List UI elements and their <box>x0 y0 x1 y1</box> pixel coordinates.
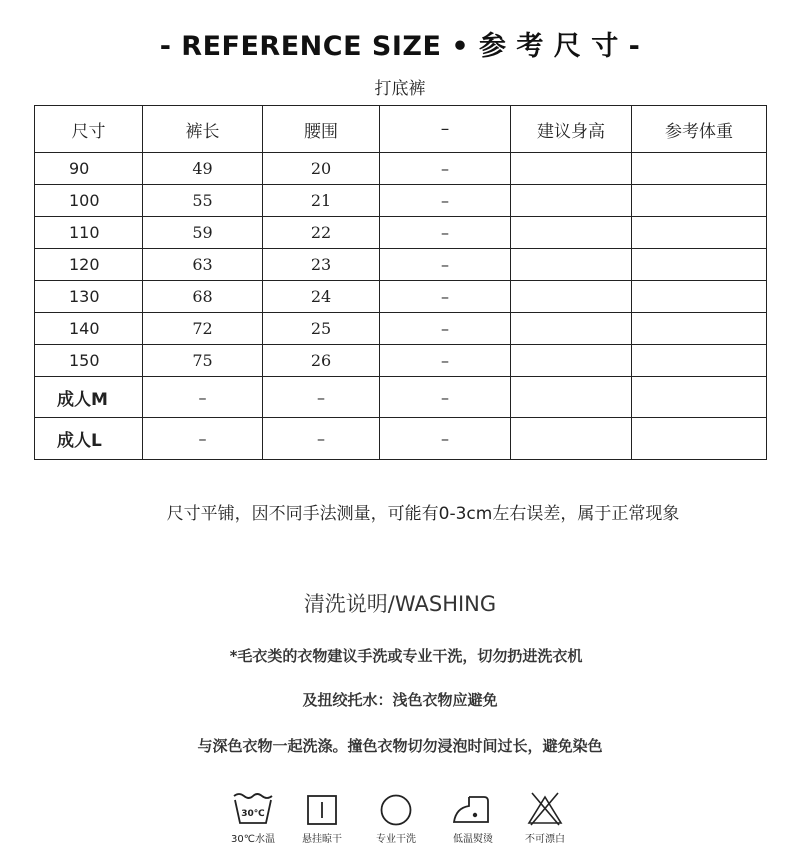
cell-blank: – <box>380 344 511 376</box>
cell-blank: – <box>380 418 511 460</box>
wash-temp-text: 30℃ <box>241 809 265 819</box>
size-table <box>34 105 767 460</box>
cell-height <box>511 280 632 312</box>
cell-length: 68 <box>143 280 263 312</box>
cell-length: 75 <box>143 344 263 376</box>
care-item-bleach <box>505 792 585 845</box>
table-subtitle: 打底裤 <box>374 79 426 99</box>
table-row <box>35 248 767 280</box>
care-item-dryclean <box>356 792 436 845</box>
care-label-hang: 悬挂晾干 <box>302 834 342 845</box>
cell-length: – <box>143 376 263 418</box>
dry-clean-icon <box>374 792 418 826</box>
care-label-iron: 低温熨烫 <box>453 834 493 845</box>
cell-weight <box>632 344 767 376</box>
wash-30-icon <box>231 792 275 826</box>
cell-height <box>511 344 632 376</box>
cell-weight <box>632 216 767 248</box>
cell-size: 110 <box>35 216 143 248</box>
cell-length: 49 <box>143 153 263 185</box>
cell-height <box>511 248 632 280</box>
care-item-iron <box>433 792 513 845</box>
table-row <box>35 184 767 216</box>
cell-weight <box>632 312 767 344</box>
table-row <box>35 344 767 376</box>
cell-size: 100 <box>35 184 143 216</box>
cell-height <box>511 184 632 216</box>
care-label-dryclean: 专业干洗 <box>376 834 416 845</box>
header-weight: 参考体重 <box>632 106 767 153</box>
washing-line-3: 与深色衣物一起洗涤。撞色衣物切勿浸泡时间过长，避免染色 <box>197 737 603 755</box>
cell-waist: 22 <box>263 216 380 248</box>
cell-waist: 21 <box>263 184 380 216</box>
cell-waist: 20 <box>263 153 380 185</box>
cell-weight <box>632 376 767 418</box>
header-waist: 腰围 <box>263 106 380 153</box>
cell-length: 63 <box>143 248 263 280</box>
cell-weight <box>632 248 767 280</box>
cell-weight <box>632 153 767 185</box>
cell-weight <box>632 280 767 312</box>
cell-size: 120 <box>35 248 143 280</box>
cell-height <box>511 153 632 185</box>
cell-blank: – <box>380 376 511 418</box>
no-bleach-icon <box>523 792 567 826</box>
cell-waist: – <box>263 376 380 418</box>
cell-size: 140 <box>35 312 143 344</box>
cell-height <box>511 312 632 344</box>
table-row <box>35 280 767 312</box>
washing-title: 清洗说明/WASHING <box>303 592 497 616</box>
cell-length: 59 <box>143 216 263 248</box>
cell-waist: 24 <box>263 280 380 312</box>
header-height: 建议身高 <box>511 106 632 153</box>
care-label-bleach: 不可漂白 <box>525 834 565 845</box>
page-title: - REFERENCE SIZE • 参 考 尺 寸 - <box>159 31 641 62</box>
table-row <box>35 216 767 248</box>
cell-waist: 25 <box>263 312 380 344</box>
washing-line-2: 及扭绞托水：浅色衣物应避免 <box>302 691 498 709</box>
table-row <box>35 153 767 185</box>
low-iron-icon <box>451 792 495 826</box>
cell-height <box>511 418 632 460</box>
cell-waist: – <box>263 418 380 460</box>
washing-line-1: *毛衣类的衣物建议手洗或专业干洗，切勿扔进洗衣机 <box>229 647 583 665</box>
table-row <box>35 418 767 460</box>
table-header-row <box>35 106 767 153</box>
cell-size: 130 <box>35 280 143 312</box>
header-length: 裤长 <box>143 106 263 153</box>
cell-waist: 23 <box>263 248 380 280</box>
header-size: 尺寸 <box>35 106 143 153</box>
table-row <box>35 376 767 418</box>
cell-waist: 26 <box>263 344 380 376</box>
cell-blank: – <box>380 280 511 312</box>
cell-blank: – <box>380 153 511 185</box>
cell-size: 90 <box>35 153 143 185</box>
care-label-wash: 30℃水温 <box>231 834 275 845</box>
header-blank: – <box>380 106 511 153</box>
hang-dry-icon <box>300 792 344 826</box>
cell-blank: – <box>380 312 511 344</box>
cell-length: 72 <box>143 312 263 344</box>
cell-length: 55 <box>143 184 263 216</box>
cell-size: 成人M <box>35 376 143 418</box>
cell-weight <box>632 184 767 216</box>
cell-size: 成人L <box>35 418 143 460</box>
cell-height <box>511 376 632 418</box>
cell-height <box>511 216 632 248</box>
care-item-hang <box>282 792 362 845</box>
cell-weight <box>632 418 767 460</box>
cell-blank: – <box>380 248 511 280</box>
care-icons <box>0 792 800 852</box>
table-row <box>35 312 767 344</box>
cell-blank: – <box>380 184 511 216</box>
care-item-wash <box>213 792 293 845</box>
measurement-note: 尺寸平铺，因不同手法测量，可能有0-3cm左右误差，属于正常现象 <box>166 504 680 524</box>
cell-length: – <box>143 418 263 460</box>
cell-size: 150 <box>35 344 143 376</box>
cell-blank: – <box>380 216 511 248</box>
